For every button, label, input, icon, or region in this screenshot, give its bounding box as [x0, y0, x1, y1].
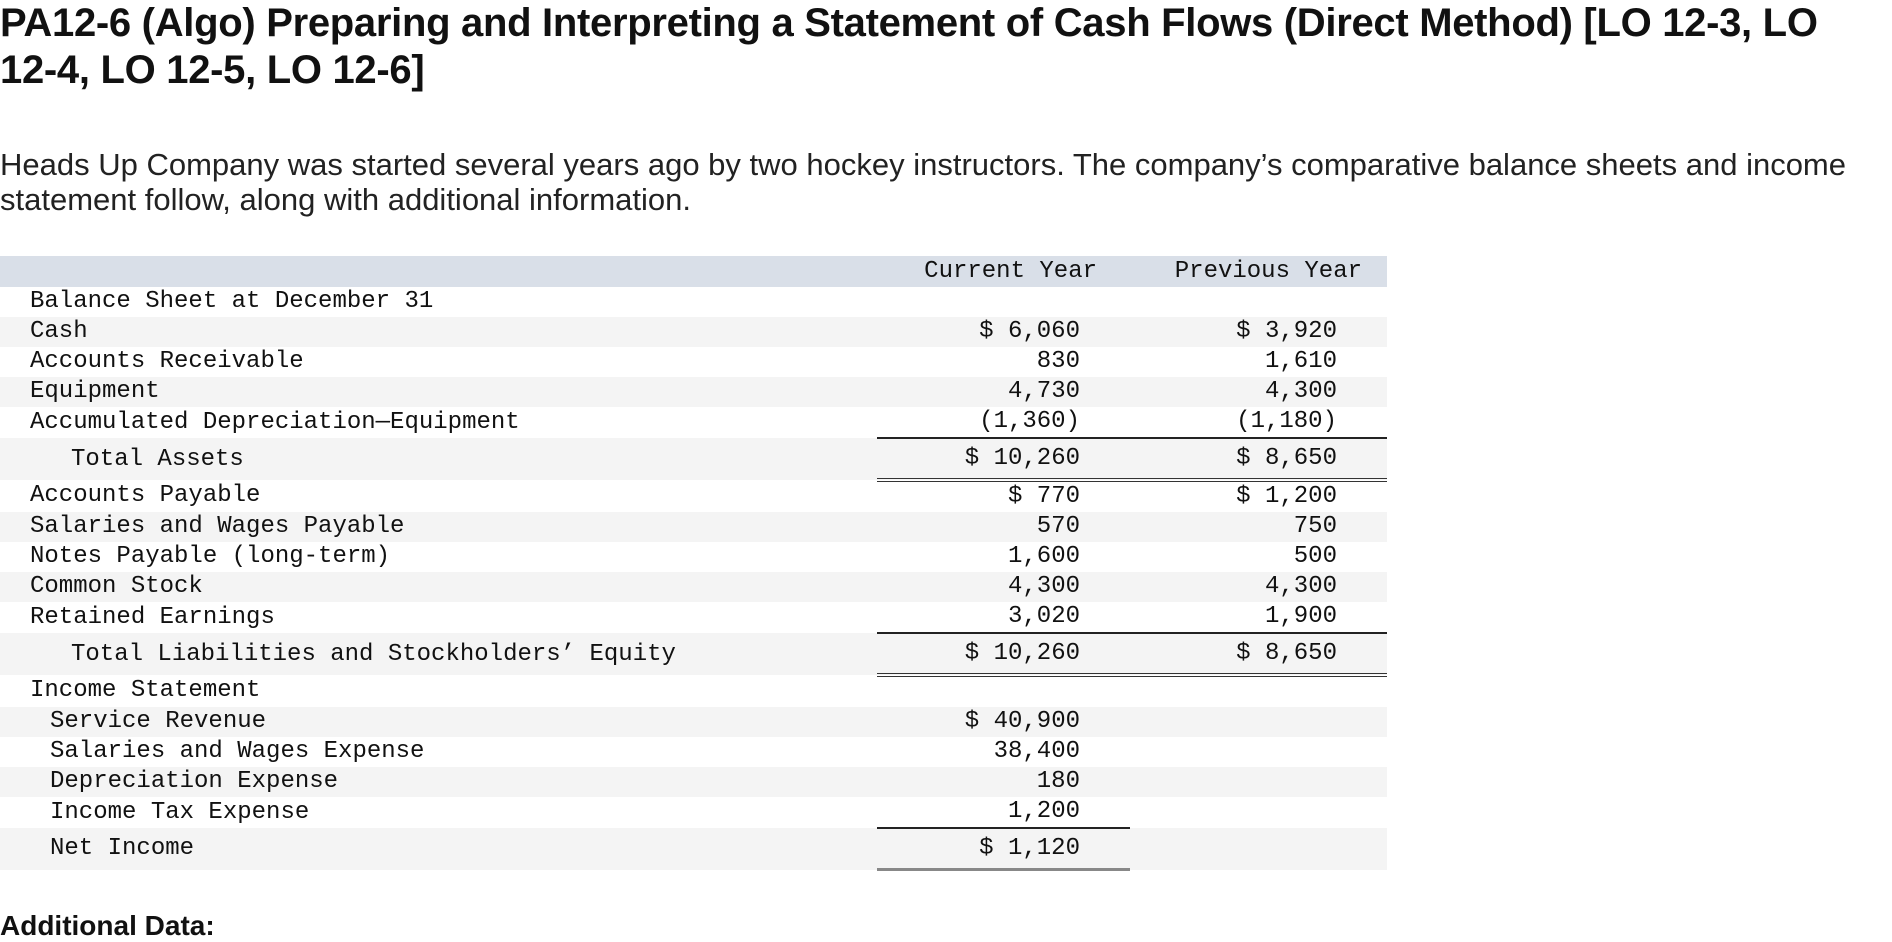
table-row [0, 347, 1387, 377]
total-row [0, 633, 1387, 675]
problem-title: PA12-6 (Algo) Preparing and Interpreting a Statement of Cash Flows (Direct Method) [LO 12-3, LO 12-4, LO 12-5, LO 12-6] [0, 1, 1818, 92]
table-header-row [0, 256, 1387, 287]
previous-value [1130, 287, 1387, 317]
previous-value: $ 3,920 [1130, 317, 1387, 347]
current-value: 4,730 [877, 377, 1130, 407]
current-value [877, 675, 1130, 707]
table-row [0, 377, 1387, 407]
row-label: Accounts Payable [30, 482, 261, 509]
previous-value: 1,610 [1264, 348, 1337, 375]
table-row [0, 317, 1387, 347]
current-value: 180 [877, 767, 1130, 797]
table-row [0, 797, 1387, 828]
row-label: Total Assets [0, 438, 877, 480]
row-label: Income Tax Expense [50, 798, 310, 826]
previous-value [1130, 767, 1387, 797]
row-label: Salaries and Wages Payable [0, 512, 877, 542]
previous-value: (1,180) [1236, 408, 1337, 435]
table-row [0, 542, 1387, 572]
current-value: $ 10,260 [877, 438, 1130, 480]
previous-value: $ 8,650 [1130, 438, 1387, 480]
row-label: Total Liabilities and Stockholders’ Equity [0, 633, 877, 675]
total-row [0, 438, 1387, 480]
row-label: Accumulated Depreciation—Equipment [30, 408, 520, 436]
table-row [0, 737, 1387, 767]
previous-value: 4,300 [1130, 377, 1387, 407]
current-value: $ 6,060 [877, 317, 1130, 347]
previous-value [1130, 828, 1387, 870]
row-label: Cash [0, 317, 877, 347]
previous-value [1130, 737, 1387, 767]
current-value [877, 287, 1130, 317]
previous-value [1130, 797, 1387, 828]
current-value: $ 770 [1007, 483, 1080, 510]
current-value: 3,020 [1007, 603, 1080, 630]
row-label: Accounts Receivable [30, 348, 304, 375]
table-row [0, 767, 1387, 797]
previous-value: 500 [1293, 543, 1337, 570]
table-row [0, 572, 1387, 602]
problem-intro: Heads Up Company was started several years ago by two hockey instructors. The company’s comparative balance sheets and income statement follow, along with additional information. [0, 147, 1846, 217]
header-previous-year: Previous Year [1130, 256, 1387, 287]
current-value: $ 1,120 [877, 828, 1130, 870]
table-row [0, 287, 1387, 317]
current-value: $ 10,260 [877, 633, 1130, 675]
row-label: Depreciation Expense [0, 767, 877, 797]
previous-value [1130, 675, 1387, 707]
previous-value: 4,300 [1130, 572, 1387, 602]
previous-value [1130, 707, 1387, 737]
table-row [0, 512, 1387, 542]
row-label: Retained Earnings [30, 603, 275, 631]
total-row [0, 828, 1387, 870]
previous-value: 750 [1130, 512, 1387, 542]
header-label-cell [0, 256, 877, 287]
row-label: Common Stock [0, 572, 877, 602]
row-label: Net Income [0, 828, 877, 870]
current-value: (1,360) [979, 408, 1080, 435]
previous-value: $ 1,200 [1236, 483, 1337, 510]
current-value: 1,200 [1007, 798, 1080, 825]
row-label: Balance Sheet at December 31 [30, 288, 434, 315]
current-value: 1,600 [1007, 543, 1080, 570]
current-value: $ 40,900 [877, 707, 1130, 737]
table-row [0, 602, 1387, 633]
current-value: 4,300 [877, 572, 1130, 602]
header-current-year: Current Year [877, 256, 1130, 287]
row-label: Income Statement [30, 677, 261, 704]
table-row [0, 407, 1387, 438]
table-row [0, 707, 1387, 737]
current-value: 570 [877, 512, 1130, 542]
current-value: 38,400 [993, 738, 1080, 765]
current-value: 830 [1036, 348, 1080, 375]
table-row [0, 480, 1387, 512]
row-label: Equipment [0, 377, 877, 407]
previous-value: $ 8,650 [1130, 633, 1387, 675]
previous-value: 1,900 [1264, 603, 1337, 630]
row-label: Service Revenue [0, 707, 877, 737]
additional-data-heading: Additional Data: [0, 910, 215, 941]
row-label: Notes Payable (long-term) [30, 543, 391, 570]
row-label: Salaries and Wages Expense [50, 738, 425, 765]
financial-statements-table [0, 256, 1387, 871]
table-row [0, 675, 1387, 707]
